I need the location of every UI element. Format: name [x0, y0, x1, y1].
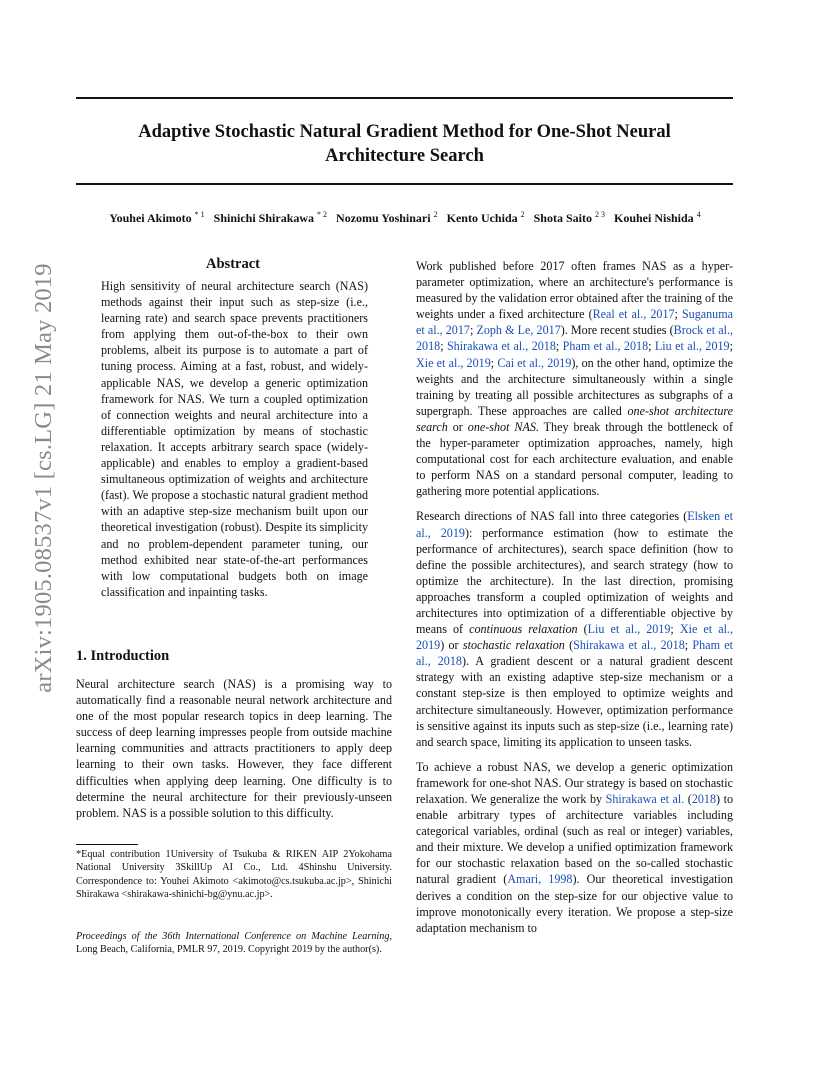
- author: Nozomu Yoshinari $^2$: [336, 210, 438, 225]
- introduction-body: [76, 676, 392, 821]
- text-run: ;: [670, 622, 680, 637]
- citation-link[interactable]: Xie et al., 2019: [416, 622, 733, 653]
- text-run: ;: [490, 355, 498, 370]
- citation-link[interactable]: Liu et al., 2019: [587, 622, 671, 637]
- author-list: [60, 210, 750, 226]
- citation-link[interactable]: Shirakawa et al., 2018: [573, 638, 685, 653]
- author: Kento Uchida $^2$: [446, 210, 525, 225]
- paragraph-3: [416, 759, 733, 936]
- citation-link[interactable]: Real et al., 2017: [592, 307, 675, 322]
- proceedings-note: [76, 930, 392, 957]
- text-run: ). More recent studies (: [560, 323, 674, 338]
- text-run: (: [684, 792, 692, 806]
- text-run: To achieve a robust NAS, we develop a generic optimization framework for one-shot NAS. Our strategy is based on stochastic relaxation. We generalize the work by: [416, 759, 733, 806]
- abstract-heading: Abstract: [206, 256, 260, 272]
- citation-link[interactable]: Zoph & Le, 2017: [476, 323, 561, 338]
- citation-link[interactable]: Liu et al., 2019: [654, 339, 730, 354]
- text-run: ;: [684, 638, 693, 653]
- emphasis-text: continuous relaxation: [469, 622, 578, 637]
- citation-link[interactable]: Pham et al., 2018: [416, 638, 733, 669]
- section-heading-introduction: 1. Introduction: [76, 648, 170, 664]
- citation-link[interactable]: Elsken et al., 2019: [416, 509, 733, 540]
- citation-link[interactable]: 2018: [691, 792, 717, 806]
- text-run: or: [447, 419, 468, 434]
- title-bottom-rule: [76, 183, 733, 185]
- author: Shinichi Shirakawa $^{* 2}$: [213, 210, 328, 225]
- right-column: [416, 258, 733, 936]
- author: Youhei Akimoto $^{* 1}$: [109, 210, 205, 225]
- citation-link[interactable]: Shirakawa et al., 2018: [446, 339, 556, 354]
- abstract-text: High sensitivity of neural architecture search (NAS) methods against their input such as step-size (i.e., learning rate) and search space prevents practitioners from applying them out-of-the-box to their own problems, albeit its purpose is to automate a part of tuning process. Aiming at a fast, robust, and widely-applicable NAS, we develop a generic optimization framework for NAS. We turn a coupled optimization of connection weights and neural architecture into a differentiable optimization by means of stochastic relaxation. It accepts arbitrary search space (widely-applicable) and enables to employ a gradient-based simultaneous optimization of weights and architecture (fast). We propose a stochastic natural gradient method with an adaptive step-size mechanism built upon our theoretical investigation (robust). Despite its simplicity and no problem-dependent parameter tuning, our method exhibited near state-of-the-art performances with low computational budgets both on image classification and inpainting tasks.: [101, 279, 368, 599]
- text-run: Work published before 2017 often frames NAS as a hyper-parameter optimization, where an architecture's performance is measured by the validation error obtained after the training of the weights under a fixed architecture (: [416, 259, 733, 322]
- citation-link[interactable]: Xie et al., 2019: [416, 355, 491, 370]
- citation-link[interactable]: Suganuma et al., 2017: [416, 307, 733, 338]
- text-run: (: [577, 622, 588, 637]
- text-run: ;: [674, 307, 682, 322]
- footnote-rule: [76, 844, 138, 845]
- proceedings-copyright: , Long Beach, California, PMLR 97, 2019. Copyright 2019 by the author(s).: [76, 931, 392, 956]
- text-run: ;: [729, 339, 733, 354]
- citation-link[interactable]: Pham et al., 2018: [562, 339, 649, 354]
- text-run: ;: [555, 339, 563, 354]
- emphasis-text: stochastic relaxation: [462, 638, 565, 653]
- emphasis-text: one-shot architecture search: [416, 403, 733, 434]
- text-run: ;: [648, 339, 655, 354]
- text-run: ): performance estimation (how to estimate the performance of architectures), search space definition (how to define the possible architectures), and search strategy (how to optimize the architecture). In the last direction, promising approaches transform a coupled optimization of weights and architectures into optimization of a differentiable objective by means of: [416, 525, 733, 637]
- author: Kouhei Nishida $^4$: [613, 210, 701, 225]
- text-run: ). A gradient descent or a natural gradient descent strategy with an existing adaptive step-size mechanism or a constant step-size is then employed to optimize weights and architecture simultaneously. However, optimization performance is sensitive against its inputs such as step-size (i.e., learning rate) and search space, limiting its application to unseen tasks.: [416, 654, 733, 749]
- text-run: Research directions of NAS fall into three categories (: [416, 509, 688, 524]
- proceedings-venue: Proceedings of the 36th International Conference on Machine Learning: [76, 931, 390, 942]
- text-run: ). Our theoretical investigation derives a condition on the step-size for our objective value to improve monotonically every iteration. We propose a step-size adaptation mechanism to: [416, 872, 733, 935]
- footnote-text: *Equal contribution 1University of Tsukuba & RIKEN AIP 2Yokohama National University 3SkillUp AI Co., Ltd. 4Shinshu University. Correspondence to: Youhei Akimoto <akimoto@cs.tsukuba.ac.jp>, Shinichi Shirakawa <shirakawa-shinichi-bg@ynu.ac.jp>.: [76, 849, 392, 900]
- citation-link[interactable]: Brock et al., 2018: [416, 323, 733, 354]
- text-run: ) or: [440, 638, 463, 653]
- emphasis-text: one-shot NAS: [467, 419, 536, 434]
- text-run: ;: [440, 339, 447, 354]
- title-line-2: Architecture Search: [325, 146, 484, 166]
- text-run: . They break through the bottleneck of the hyper-parameter optimization approaches, namely, high computational cost for each architecture evaluation, and enable to perform NAS on a standard personal computer, leading to gathering more potential applications.: [416, 419, 733, 499]
- title-line-1: Adaptive Stochastic Natural Gradient Method for One-Shot Neural: [138, 122, 671, 142]
- paragraph-1: [416, 258, 733, 499]
- citation-link[interactable]: Cai et al., 2019: [497, 355, 572, 370]
- paper-title: [76, 120, 733, 168]
- arxiv-identifier-stamp: arXiv:1905.08537v1 [cs.LG] 21 May 2019: [30, 263, 57, 693]
- footnote: [76, 848, 392, 901]
- citation-link[interactable]: Shirakawa et al.: [605, 792, 685, 806]
- text-run: (: [564, 638, 574, 653]
- introduction-paragraph: Neural architecture search (NAS) is a promising way to automatically find a reasonable neural network architecture and one of the most popular research topics in deep learning. The success of deep learning impresses people from outside machine learning communities and attracts practitioners to apply deep learning to their own tasks. However, they face different difficulties when applying deep learning. One difficulty is to determine the neural architecture for their previously-unseen problem. NAS is a possible solution to this difficulty.: [76, 677, 392, 820]
- abstract-body: [101, 278, 368, 600]
- text-run: ;: [469, 323, 477, 338]
- text-run: ) to enable arbitrary types of architecture variables including categorical variables, ordinal (such as real or integer) variables, and their mixture. We develop a unified optimization framework for our stochastic relaxation based on the so-called stochastic natural gradient (: [416, 792, 733, 887]
- top-rule: [76, 97, 733, 99]
- citation-link[interactable]: Amari, 1998: [507, 872, 573, 887]
- author: Shota Saito $^{2 3}$: [533, 210, 605, 225]
- text-run: ), on the other hand, optimize the weights and the architecture simultaneously within a single training by treating all possible architectures as subgraphs of a supergraph. These approaches are called: [416, 355, 733, 418]
- paragraph-2: [416, 508, 733, 749]
